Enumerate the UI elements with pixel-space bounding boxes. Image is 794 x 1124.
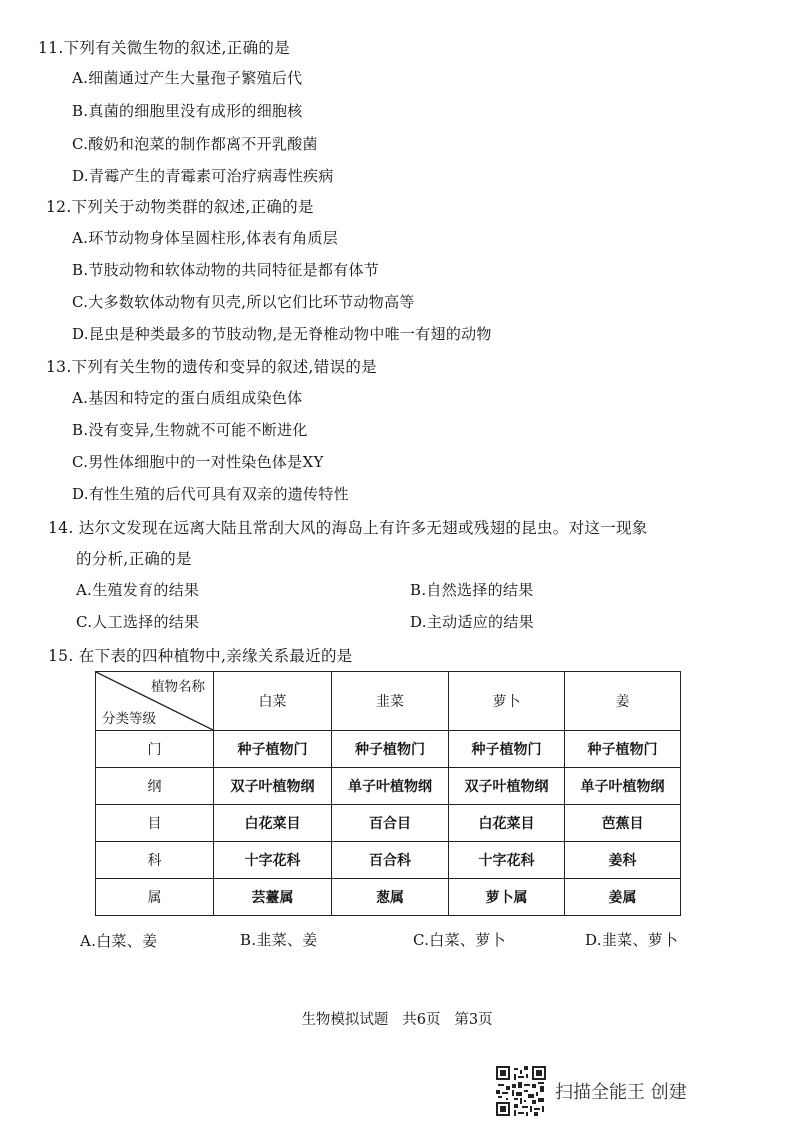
plant-col-jiang: 姜 — [565, 672, 681, 731]
table-row — [96, 731, 681, 768]
level-label: 目 — [96, 805, 214, 842]
header-plant-name: 植物名称 — [151, 679, 205, 695]
table-cell: 单子叶植物纲 — [332, 768, 449, 805]
question-11-option-b: B.真菌的细胞里没有成形的细胞核 — [72, 102, 303, 120]
question-15-stem: 15. 在下表的四种植物中,亲缘关系最近的是 — [48, 647, 353, 665]
level-label: 属 — [96, 879, 214, 916]
table-cell: 双子叶植物纲 — [449, 768, 565, 805]
question-15-option-c: C.白菜、萝卜 — [413, 931, 506, 949]
table-row — [96, 805, 681, 842]
question-12-option-d: D.昆虫是种类最多的节肢动物,是无脊椎动物中唯一有翅的动物 — [72, 325, 492, 343]
table-cell: 葱属 — [332, 879, 449, 916]
table-cell: 白花菜目 — [449, 805, 565, 842]
table-cell: 十字花科 — [214, 842, 332, 879]
question-11-option-d: D.青霉产生的青霉素可治疗病毒性疾病 — [72, 167, 334, 185]
table-row — [96, 842, 681, 879]
table-cell: 姜属 — [565, 879, 681, 916]
table-corner-header — [96, 672, 214, 731]
question-14-stem-line1: 14. 达尔文发现在远离大陆且常刮大风的海岛上有许多无翅或残翅的昆虫。对这一现象 — [48, 519, 648, 537]
question-14-option-b: B.自然选择的结果 — [410, 581, 534, 599]
level-label: 门 — [96, 731, 214, 768]
table-cell: 姜科 — [565, 842, 681, 879]
table-cell: 白花菜目 — [214, 805, 332, 842]
table-cell: 单子叶植物纲 — [565, 768, 681, 805]
question-13-option-a: A.基因和特定的蛋白质组成染色体 — [72, 389, 303, 407]
question-12-stem: 12.下列关于动物类群的叙述,正确的是 — [46, 198, 314, 216]
question-15-option-a: A.白菜、姜 — [80, 932, 158, 950]
question-12-option-b: B.节肢动物和软体动物的共同特征是都有体节 — [72, 261, 380, 279]
qr-code-icon — [496, 1066, 546, 1116]
question-15-option-d: D.韭菜、萝卜 — [585, 931, 679, 949]
table-row — [96, 879, 681, 916]
table-cell: 百合科 — [332, 842, 449, 879]
question-11-option-a: A.细菌通过产生大量孢子繁殖后代 — [72, 69, 303, 87]
header-taxon-level: 分类等级 — [102, 711, 156, 727]
question-13-option-d: D.有性生殖的后代可具有双亲的遗传特性 — [72, 485, 349, 503]
plant-col-jiucai: 韭菜 — [332, 672, 449, 731]
scanner-watermark: 扫描全能王 创建 — [555, 1082, 687, 1103]
question-14-stem-line2: 的分析,正确的是 — [76, 550, 192, 568]
table-cell: 种子植物门 — [332, 731, 449, 768]
page-footer: 生物模拟试题 共6页 第3页 — [301, 1012, 493, 1028]
question-14-option-a: A.生殖发育的结果 — [76, 581, 200, 599]
table-cell: 种子植物门 — [449, 731, 565, 768]
table-cell: 芸薹属 — [214, 879, 332, 916]
table-cell: 萝卜属 — [449, 879, 565, 916]
table-cell: 双子叶植物纲 — [214, 768, 332, 805]
question-14-option-c: C.人工选择的结果 — [76, 613, 200, 631]
table-cell: 十字花科 — [449, 842, 565, 879]
plant-col-baicai: 白菜 — [214, 672, 332, 731]
table-cell: 芭蕉目 — [565, 805, 681, 842]
table-cell: 百合目 — [332, 805, 449, 842]
table-row — [96, 768, 681, 805]
question-11-option-c: C.酸奶和泡菜的制作都离不开乳酸菌 — [72, 135, 318, 153]
table-cell: 种子植物门 — [565, 731, 681, 768]
question-15-option-b: B.韭菜、姜 — [240, 931, 318, 949]
question-13-stem: 13.下列有关生物的遗传和变异的叙述,错误的是 — [46, 358, 377, 376]
table-header-row — [96, 672, 681, 731]
question-12-option-a: A.环节动物身体呈圆柱形,体表有角质层 — [72, 229, 339, 247]
question-13-option-c: C.男性体细胞中的一对性染色体是XY — [72, 453, 324, 471]
question-11-stem: 11.下列有关微生物的叙述,正确的是 — [38, 39, 290, 57]
question-13-option-b: B.没有变异,生物就不可能不断进化 — [72, 421, 308, 439]
table-cell: 种子植物门 — [214, 731, 332, 768]
level-label: 科 — [96, 842, 214, 879]
plant-col-luobo: 萝卜 — [449, 672, 565, 731]
question-14-option-d: D.主动适应的结果 — [410, 613, 534, 631]
question-12-option-c: C.大多数软体动物有贝壳,所以它们比环节动物高等 — [72, 293, 415, 311]
classification-table — [95, 671, 681, 916]
level-label: 纲 — [96, 768, 214, 805]
